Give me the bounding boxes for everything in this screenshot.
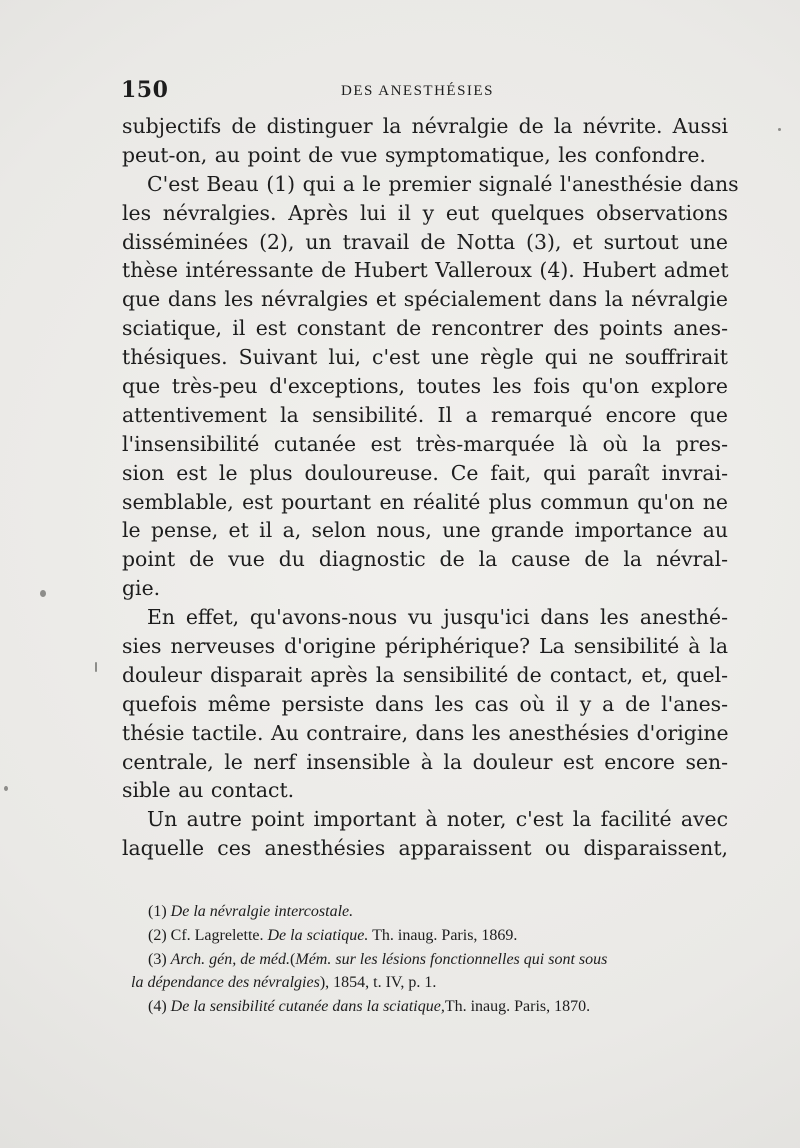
page-number: 150 [121,77,169,103]
text-line: thèse intéressante de Hubert Valleroux (4). Hubert admet [122,258,729,283]
footnote-title: la dépendance des névralgies [131,974,320,992]
text-line: que très-peu d'exceptions, toutes les fois qu'on explore [122,374,728,399]
footnote-marker: (3) [148,950,167,968]
text-line: sible au contact. [122,778,295,803]
text-line: En effet, qu'avons-nous vu jusqu'ici dans les anesthé- [147,605,728,630]
text-line: que dans les névralgies et spécialement dans la névralgie [122,287,728,312]
text-line: point de vue du diagnostic de la cause de la névral- [122,547,728,572]
footnote-4 [131,995,741,1019]
body-text [122,112,739,863]
footnote-3-continued [131,971,741,995]
text-line: sciatique, il est constant de rencontrer des points anes- [122,316,728,341]
footnote-1 [131,900,741,924]
footnote-2 [131,924,741,948]
footnote-paren: ( [290,950,296,968]
running-title: DES ANESTHÉSIES [341,83,494,99]
footnote-title: De la sensibilité cutanée dans la sciatique, [170,998,445,1016]
footnote-3 [131,948,741,972]
ink-speck [40,590,46,597]
text-line: laquelle ces anesthésies apparaissent ou disparaissent, [122,836,728,861]
footnote-journal: Arch. gén, de méd. [170,950,291,968]
text-line: subjectifs de distinguer la névralgie de la névrite. Aussi [122,114,728,138]
text-line: peut-on, au point de vue symptomatique, les confondre. [122,142,706,167]
text-line: semblable, est pourtant en réalité plus commun qu'on ne [122,489,728,514]
text-line: C'est Beau (1) qui a le premier signalé l'anesthésie dans [147,171,739,196]
text-line: centrale, le nerf insensible à la douleur est encore sen- [122,749,728,774]
footnote-marker: (4) [148,998,167,1016]
page-header [121,77,731,107]
footnote-reference: Th. inaug. Paris, 1869. [372,926,518,944]
text-line: disséminées (2), un travail de Notta (3), et surtout une [122,229,728,254]
ink-speck [95,662,97,672]
footnote-author: Cf. Lagrelette. [170,926,264,944]
ink-speck [4,786,8,791]
footnote-reference: ), 1854, t. IV, p. 1. [319,974,437,992]
footnote-marker: (1) [148,903,167,920]
footnote-title: Mém. sur les lésions fonctionnelles qui sont sous [295,950,608,968]
text-line: l'insensibilité cutanée est très-marquée là où la pres- [122,431,728,456]
text-line: attentivement la sensibilité. Il a remarqué encore que [122,402,728,427]
footnote-reference: Th. inaug. Paris, 1870. [444,998,591,1016]
footnotes [131,900,741,1019]
text-line: thésie tactile. Au contraire, dans les anesthésies d'origine [122,720,729,745]
text-line: douleur disparait après la sensibilité de contact, et, quel- [122,662,728,687]
text-line: sion est le plus douloureuse. Ce fait, qui paraît invrai- [122,460,728,485]
text-line: thésiques. Suivant lui, c'est une règle qui ne souffrirait [122,345,728,370]
text-line: le pense, et il a, selon nous, une grande importance au [122,518,728,543]
footnote-marker: (2) [148,926,167,944]
text-line: les névralgies. Après lui il y eut quelques observations [122,200,728,225]
text-line: quefois même persiste dans les cas où il y a de l'anes- [122,691,728,716]
ink-speck [778,128,781,131]
text-line: gie. [122,576,161,601]
footnote-title: De la névralgie intercostale. [170,903,354,920]
text-line: sies nerveuses d'origine périphérique? La sensibilité à la [122,634,728,659]
text-line: Un autre point important à noter, c'est la facilité avec [147,807,728,832]
footnote-title: De la sciatique. [267,926,369,944]
